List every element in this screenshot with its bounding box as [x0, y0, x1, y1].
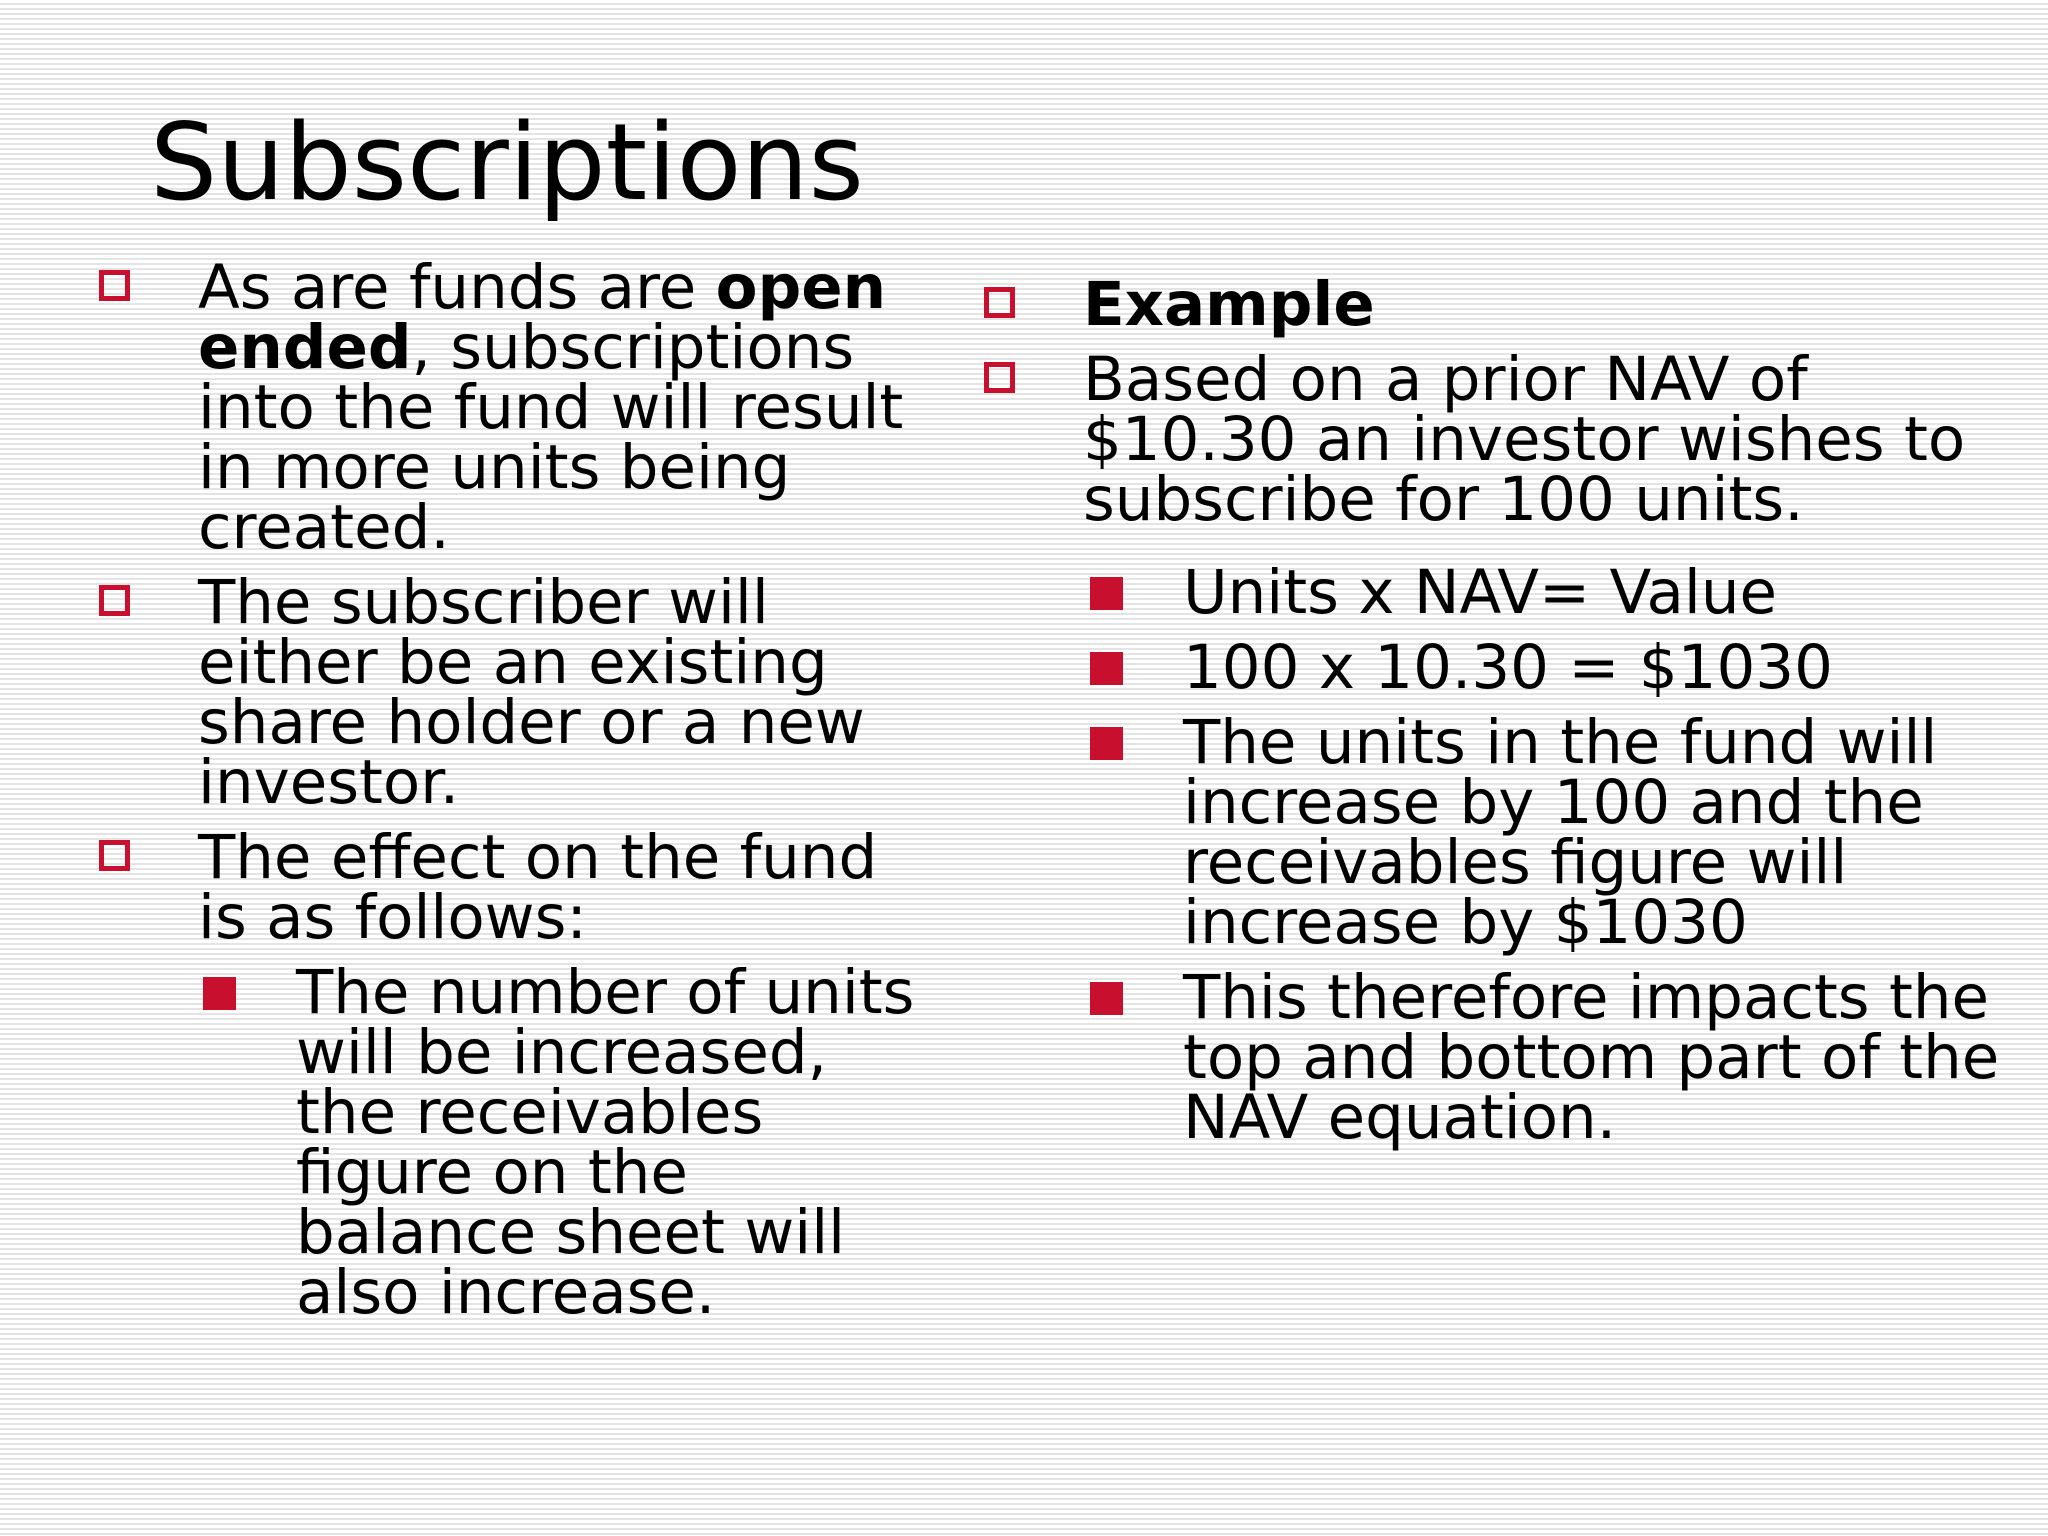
bullet-example — [980, 269, 2010, 340]
hollow-square-bullet-icon — [984, 287, 1015, 318]
left-column — [95, 252, 935, 1328]
hollow-square-bullet-icon — [984, 362, 1015, 393]
hollow-square-bullet-icon — [99, 585, 130, 616]
slide-title: Subscriptions — [150, 101, 864, 224]
hollow-square-bullet-icon — [99, 270, 130, 301]
bullet-text-pre: As are funds are — [198, 252, 716, 323]
bullet-text: Based on a prior NAV of $10.30 an investor wishes to subscribe for 100 units. — [1083, 344, 1966, 535]
sub-bullet-calculation — [1085, 632, 2010, 703]
bullet-subscriber — [95, 567, 935, 818]
example-sub-bullet-list — [1085, 557, 2010, 1153]
bullet-prior-nav — [980, 344, 2010, 535]
sub-bullet-text: This therefore impacts the top and bottom part of the NAV equation. — [1183, 962, 2000, 1153]
sub-bullet-units-increased — [198, 957, 935, 1328]
filled-square-bullet-icon — [203, 977, 236, 1010]
sub-bullet-text: Units x NAV= Value — [1183, 557, 1778, 628]
filled-square-bullet-icon — [1090, 727, 1123, 760]
sub-bullet-text: 100 x 10.30 = $1030 — [1183, 632, 1833, 703]
bullet-text-strong: open ended — [198, 252, 887, 383]
sub-bullet-text: The number of units will be increased, the receivables figure on the balance sheet will also increase. — [296, 957, 915, 1328]
filled-square-bullet-icon — [1090, 577, 1123, 610]
right-column — [980, 269, 2010, 535]
sub-bullet-list — [198, 957, 935, 1328]
bullet-text: The effect on the fund is as follows: — [198, 822, 878, 953]
bullet-text: The subscriber will either be an existing share holder or a new investor. — [198, 567, 865, 818]
sub-bullet-formula — [1085, 557, 2010, 628]
bullet-text: Example — [1083, 269, 1375, 340]
hollow-square-bullet-icon — [99, 840, 130, 871]
sub-bullet-nav-impact — [1085, 962, 2010, 1153]
bullet-effect — [95, 822, 935, 1328]
sub-bullet-text: The units in the fund will increase by 100 and the receivables figure will increase by $1030 — [1183, 707, 1938, 958]
filled-square-bullet-icon — [1090, 982, 1123, 1015]
filled-square-bullet-icon — [1090, 652, 1123, 685]
sub-bullet-units-increase — [1085, 707, 2010, 958]
bullet-open-ended — [95, 252, 935, 563]
bullet-text-post: , subscriptions into the fund will result in more units being created. — [198, 312, 904, 563]
